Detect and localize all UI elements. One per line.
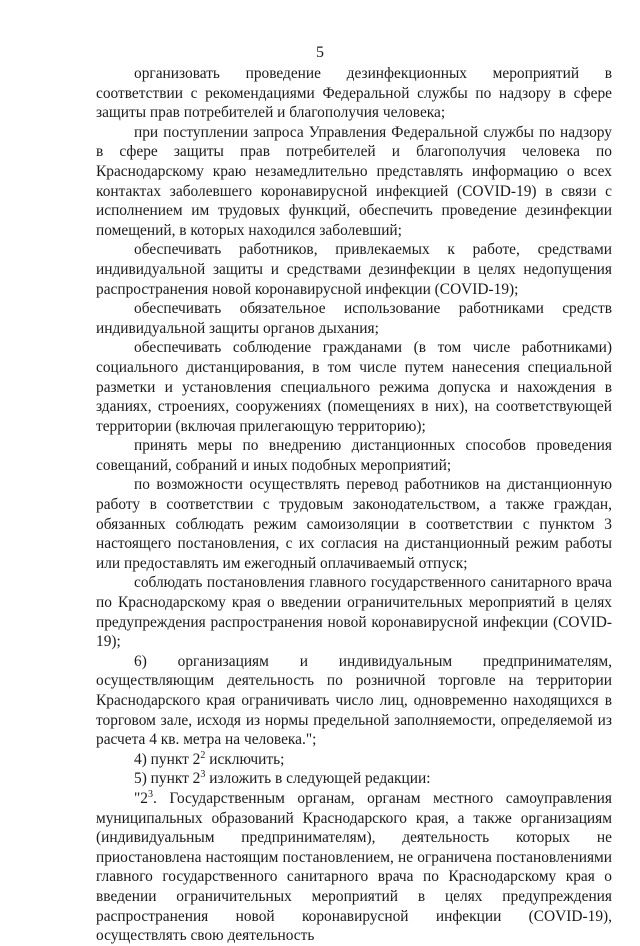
item4-superscript: 2 bbox=[200, 749, 206, 761]
paragraph-quoted-new-text bbox=[96, 789, 612, 946]
paragraph-disinfection-measures: организовать проведение дезинфекционных мероприятий в соответствии с рекомендациями Федеральной службы по надзору в сфере защиты прав потребителей и благополучия человека; bbox=[96, 65, 612, 122]
paragraph-item-4 bbox=[96, 750, 612, 770]
item5-prefix: 5) пункт 2 bbox=[134, 770, 201, 788]
quote-suffix: . Государственным органам, органам местного самоуправления муниципальных образований Краснодарского края, а также организациям (индивидуальным предпринимателям), деятельность которых не приостановлена настоящим постановлением, не ограничена постановлениями главного государственного санитарного врача по Краснодарскому края о введении ограничительных мероприятий в целях предупреждения распространения новой коронавирусной инфекции (COVID-19), осуществлять свою деятельность bbox=[96, 789, 612, 945]
paragraph-retail-limits: 6) организациям и индивидуальным предпринимателям, осуществляющим деятельность по розничной торговле на территории Краснодарского края ограничивать число лиц, одновременно находящихся в торговом зале, исходя из нормы предельной заполняемости, определяемой из расчета 4 кв. метра на человека."; bbox=[96, 652, 612, 749]
paragraph-remote-work: по возможности осуществлять перевод работников на дистанционную работу в соответствии с трудовым законодательством, а также граждан, обязанных соблюдать режим самоизоляции в соответствии с пунктом 3 настоящего постановления, с их согласия на дистанционный режим работы или предоставлять им ежегодный оплачиваемый отпуск; bbox=[96, 476, 612, 572]
quote-prefix: "2 bbox=[134, 789, 148, 807]
item4-suffix: исключить; bbox=[205, 750, 285, 768]
paragraph-respiratory-protection: обеспечивать обязательное использование работниками средств индивидуальной защиты органов дыхания; bbox=[96, 300, 612, 337]
paragraph-sanitary-decrees: соблюдать постановления главного государственного санитарного врача по Краснодарскому края о введении ограничительных мероприятий в целях предупреждения распространения новой коронавирусной инфекции (COVID-19); bbox=[96, 574, 612, 651]
paragraph-contacts-information: при поступлении запроса Управления Федеральной службы по надзору в сфере защиты прав потребителей и благополучия человека по Краснодарскому краю незамедлительно представлять информацию о всех контактах заболевшего коронавирусной инфекцией (COVID-19) в связи с исполнением им трудовых функций, обеспечить проведение дезинфекции помещений, в которых находился заболевший; bbox=[96, 123, 612, 239]
paragraph-protective-equipment: обеспечивать работников, привлекаемых к работе, средствами индивидуальной защиты и средствами дезинфекции в целях недопущения распространения новой коронавирусной инфекции (COVID-19); bbox=[96, 241, 612, 298]
item5-suffix: изложить в следующей редакции: bbox=[205, 770, 431, 788]
item4-prefix: 4) пункт 2 bbox=[134, 750, 201, 768]
paragraph-remote-meetings: принять меры по внедрению дистанционных способов проведения совещаний, собраний и иных подобных мероприятий; bbox=[96, 437, 612, 474]
quote-superscript: 3 bbox=[147, 788, 153, 800]
document-body bbox=[96, 64, 612, 946]
paragraph-item-5 bbox=[96, 769, 612, 789]
paragraph-social-distancing: обеспечивать соблюдение гражданами (в том числе работниками) социального дистанцирования, в том числе путем нанесения специальной разметки и установления специального режима допуска и нахождения в зданиях, строениях, сооружениях (помещениях в них), на соответствующей территории (включая прилегающую территорию); bbox=[96, 339, 612, 435]
page-number: 5 bbox=[316, 44, 324, 61]
item5-superscript: 3 bbox=[200, 769, 206, 781]
